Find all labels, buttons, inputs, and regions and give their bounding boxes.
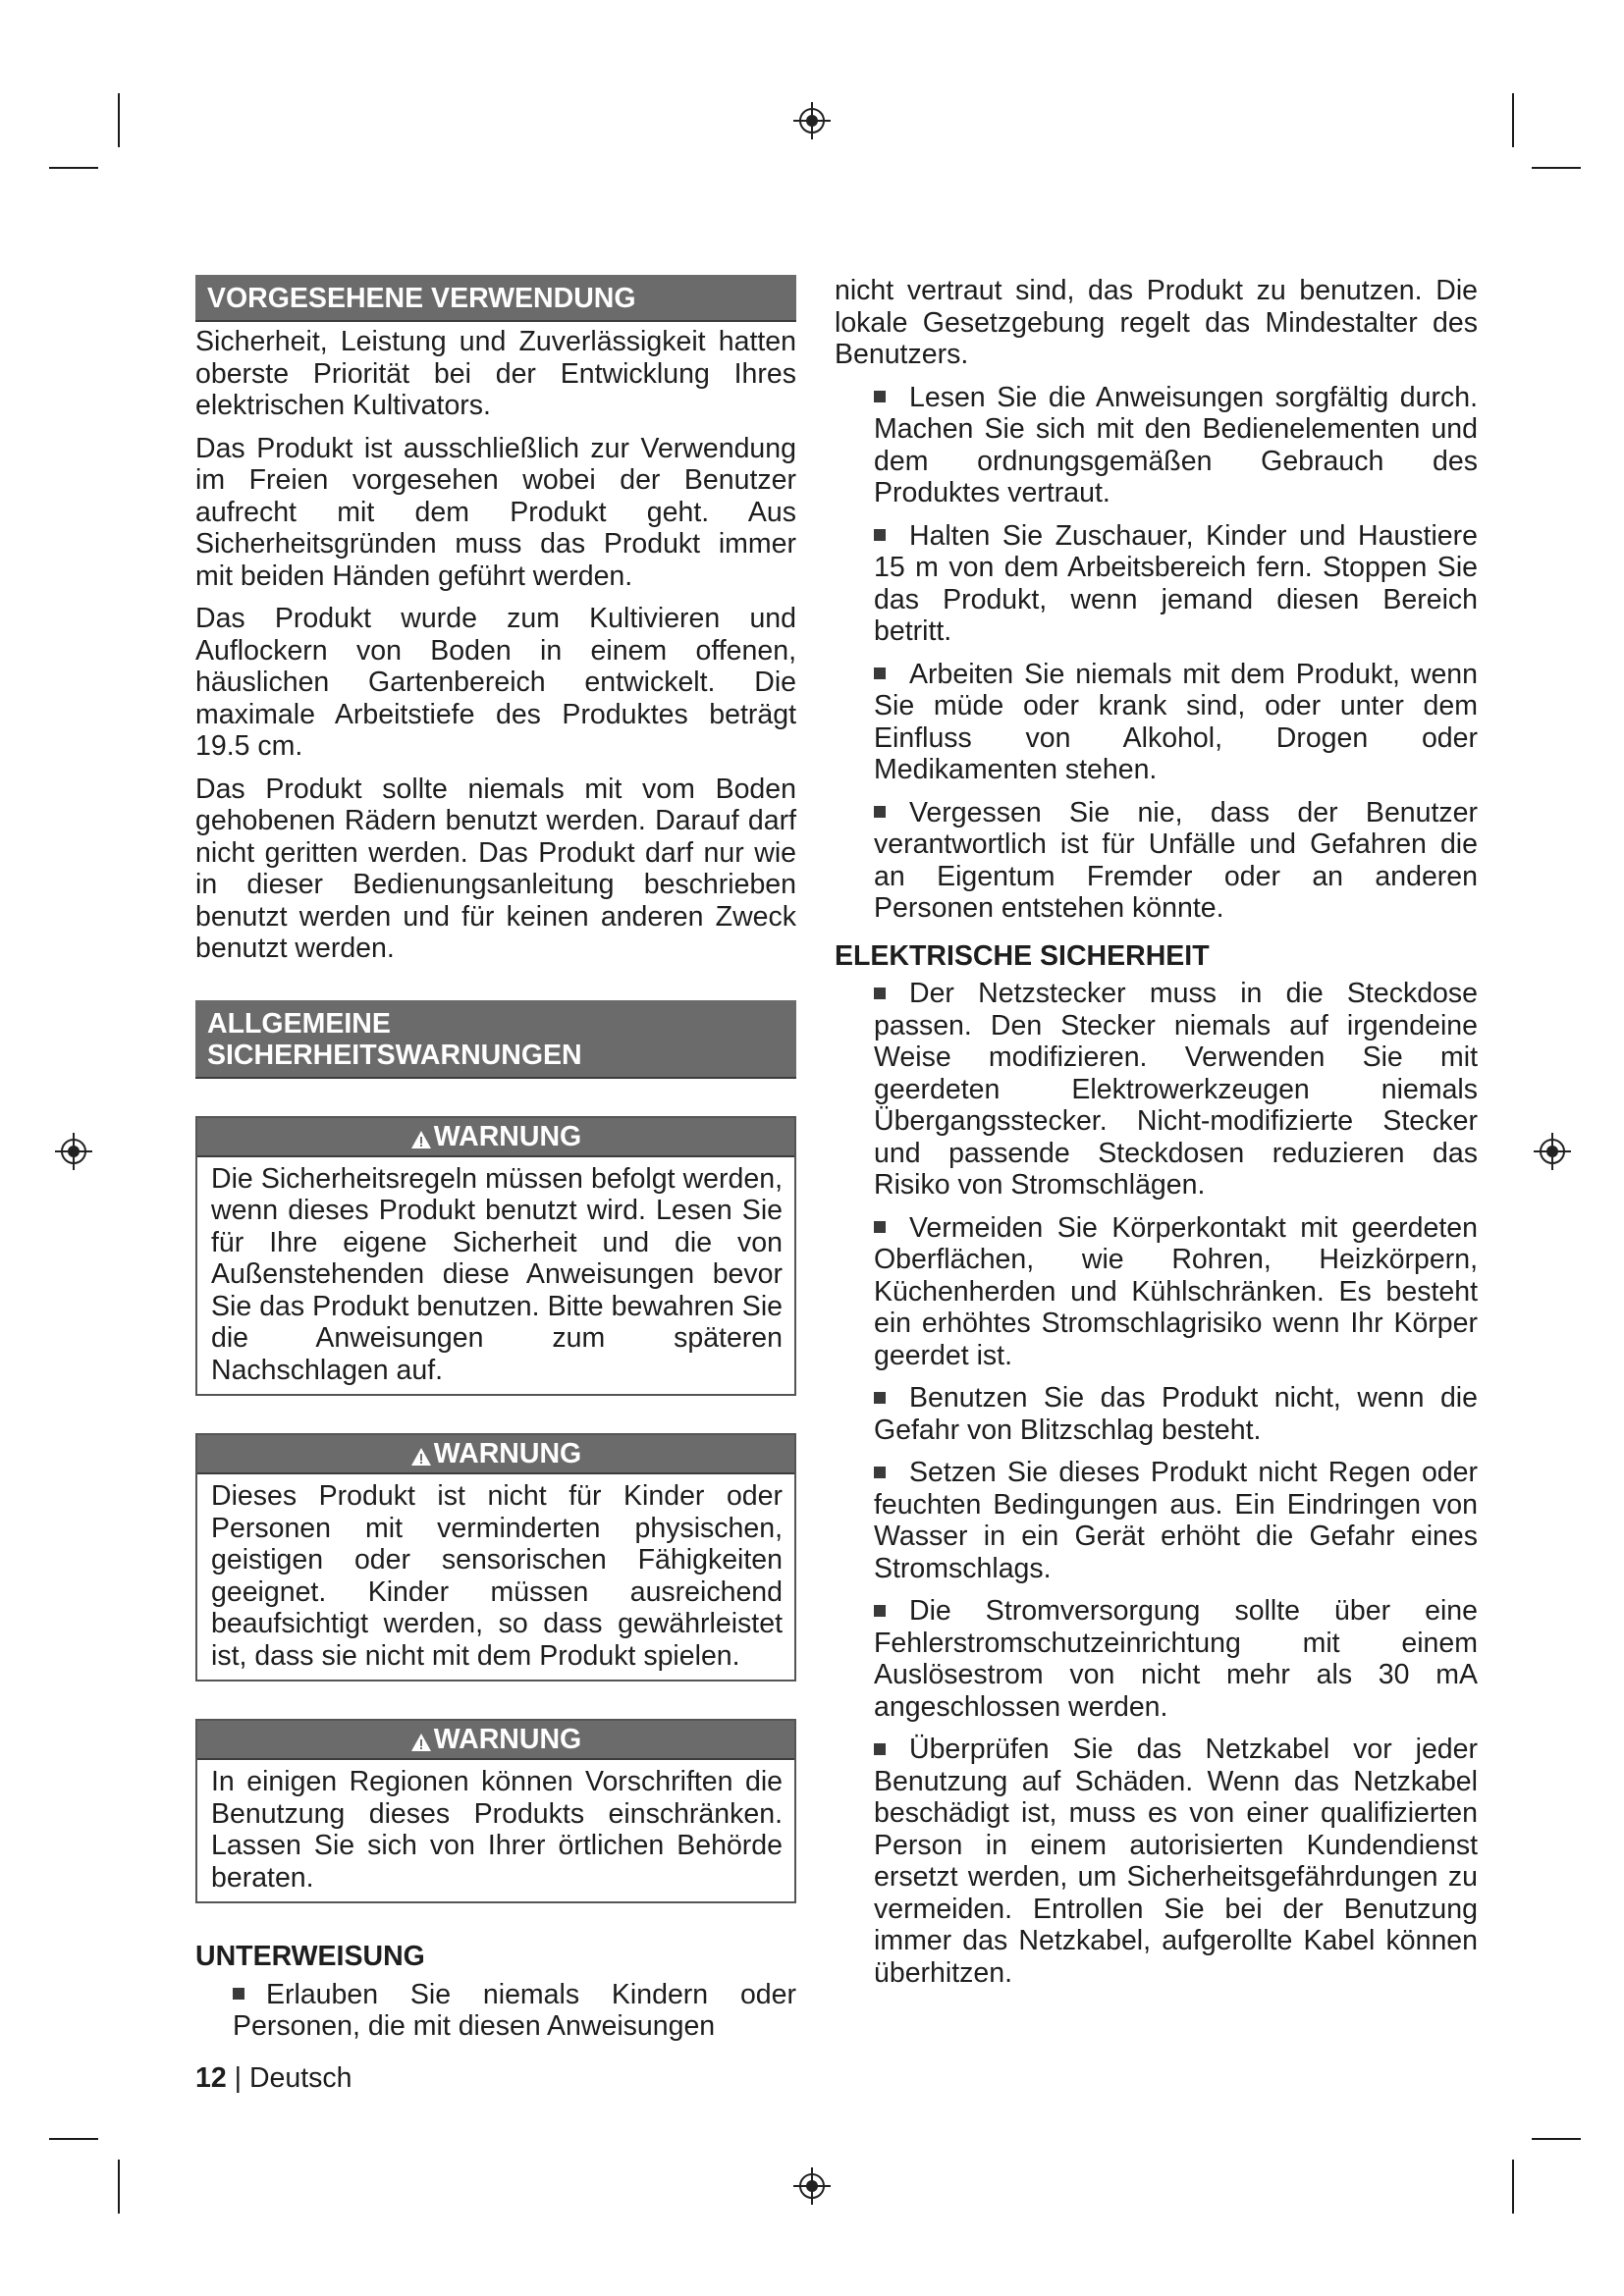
section-heading-instruction: UNTERWEISUNG: [195, 1941, 425, 1972]
bullet-square-icon: [874, 529, 886, 541]
bullet-item: [835, 978, 1478, 1201]
bullet-item: [835, 382, 1478, 509]
crop-mark: [49, 167, 98, 169]
crop-mark: [1532, 167, 1581, 169]
registration-mark-icon: [793, 2167, 831, 2205]
bullet-item: [835, 1212, 1478, 1372]
paragraph: Sicherheit, Leistung und Zuverlässigkeit hatten oberste Priorität bei der Entwicklung Ihres elektrischen Kultivators.: [195, 326, 796, 421]
warning-box: [195, 1433, 796, 1682]
section-heading-intended-use: VORGESEHENE VERWENDUNG: [195, 275, 796, 322]
bullet-item: [835, 797, 1478, 925]
footer-language: Deutsch: [248, 2062, 352, 2094]
bullet-square-icon: [874, 988, 886, 999]
warning-heading: WARNUNG: [433, 1724, 582, 1755]
right-column: [835, 275, 1478, 2000]
crop-mark: [118, 93, 120, 147]
crop-mark: [1512, 93, 1514, 147]
bullet-item: [835, 1382, 1478, 1446]
bullet-text: Der Netzstecker muss in die Steckdose passen. Den Stecker niemals auf irgendeine Weise modifizieren. Verwenden Sie mit geerdeten Elektrowerkzeugen niemals Übergangsstecker. Nicht-modifizierte Stecker und passende Steckdosen reduzieren das Risiko von Stromschlägen.: [874, 978, 1478, 1201]
warning-header: [197, 1721, 794, 1760]
bullet-text: Halten Sie Zuschauer, Kinder und Haustiere 15 m von dem Arbeitsbereich fern. Stoppen Sie das Produkt, wenn jemand diesen Bereich betritt.: [874, 519, 1478, 647]
heading-line: SICHERHEITSWARNUNGEN: [207, 1039, 582, 1071]
warning-triangle-icon: [410, 1732, 432, 1753]
bullet-text: Lesen Sie die Anweisungen sorgfältig durch. Machen Sie sich mit den Bedienelementen und dem ordnungsgemäßen Gebrauch des Produktes vertraut.: [874, 381, 1478, 508]
electrical-bullets: [835, 978, 1478, 1989]
bullet-text: Die Stromversorgung sollte über eine Fehlerstromschutzeinrichtung mit einem Auslösestrom von nicht mehr als 30 mA angeschlossen werden.: [874, 1595, 1478, 1723]
paragraph: Das Produkt sollte niemals mit vom Boden gehobenen Rädern benutzt werden. Darauf darf nicht geritten werden. Das Produkt darf nur wie in dieser Bedienungsanleitung beschrieben benutzt werden und für keinen anderen Zweck benutzt werden.: [195, 773, 796, 964]
bullet-text: Vergessen Sie nie, dass der Benutzer verantwortlich ist für Unfälle und Gefahren die an Eigentum Fremder oder an anderen Personen entstehen könnte.: [874, 796, 1478, 924]
bullet-square-icon: [874, 1392, 886, 1404]
instruction-bullets: [835, 382, 1478, 925]
registration-mark-icon: [55, 1133, 92, 1170]
warning-header: [197, 1435, 794, 1474]
paragraph: nicht vertraut sind, das Produkt zu benutzen. Die lokale Gesetzgebung regelt das Mindestalter des Benutzers.: [835, 275, 1478, 370]
bullet-square-icon: [874, 1221, 886, 1233]
section-heading-electrical-safety: ELEKTRISCHE SICHERHEIT: [835, 939, 1210, 972]
warning-box: [195, 1116, 796, 1397]
warning-text: Dieses Produkt ist nicht für Kinder oder Personen mit verminderten physischen, geistigen oder sensorischen Fähigkeiten geeignet. Kinder müssen ausreichend beaufsichtigt werden, so dass gewährleistet ist, dass sie nicht mit dem Produkt spielen.: [211, 1480, 783, 1672]
bullet-item: [835, 659, 1478, 786]
registration-mark-icon: [1534, 1133, 1571, 1170]
bullet-item: [835, 1457, 1478, 1584]
warning-heading: WARNUNG: [433, 1438, 582, 1469]
bullet-text: Setzen Sie dieses Produkt nicht Regen oder feuchten Bedingungen aus. Ein Eindringen von Wasser in ein Gerät erhöht die Gefahr eines Stromschlags.: [874, 1457, 1478, 1584]
bullet-text: Benutzen Sie das Produkt nicht, wenn die Gefahr von Blitzschlag besteht.: [874, 1382, 1478, 1446]
warning-heading: WARNUNG: [433, 1120, 582, 1152]
section-heading-general-warnings: [195, 1000, 796, 1079]
bullet-square-icon: [874, 1743, 886, 1755]
bullet-square-icon: [233, 1988, 244, 2000]
bullet-text: Arbeiten Sie niemals mit dem Produkt, wenn Sie müde oder krank sind, oder unter dem Einfluss von Alkohol, Drogen oder Medikamenten stehen.: [874, 658, 1478, 785]
bullet-square-icon: [874, 1467, 886, 1478]
bullet-square-icon: [874, 667, 886, 679]
page-number: 12: [195, 2062, 227, 2094]
crop-mark: [1512, 2160, 1514, 2214]
warning-header: [197, 1118, 794, 1157]
page-footer: [195, 2061, 352, 2095]
heading-line: ALLGEMEINE: [207, 1007, 391, 1040]
bullet-item: [195, 1979, 796, 2043]
registration-mark-icon: [793, 102, 831, 139]
bullet-item: [835, 520, 1478, 648]
warning-triangle-icon: [410, 1446, 432, 1468]
warning-text: Die Sicherheitsregeln müssen befolgt werden, wenn dieses Produkt benutzt wird. Lesen Sie für Ihre eigene Sicherheit und die von Außenstehenden diese Anweisungen bevor Sie das Produkt benutzen. Bitte bewahren Sie die Anweisungen zum späteren Nachschlagen auf.: [211, 1162, 783, 1386]
bullet-square-icon: [874, 1605, 886, 1617]
bullet-text: Überprüfen Sie das Netzkabel vor jeder Benutzung auf Schäden. Wenn das Netzkabel beschädigt ist, muss es von einer qualifizierten Person in einem autorisierten Kundendienst ersetzt werden, um Sicherheitsgefährdungen zu vermeiden. Entrollen Sie bei der Benutzung immer das Netzkabel, aufgerollte Kabel können überhitzen.: [874, 1734, 1478, 1989]
warning-box: [195, 1719, 796, 1903]
footer-separator: |: [234, 2062, 243, 2094]
warning-text: In einigen Regionen können Vorschriften die Benutzung dieses Produkts einschränken. Lassen Sie sich von Ihrer örtlichen Behörde beraten.: [211, 1766, 783, 1894]
crop-mark: [1532, 2138, 1581, 2140]
bullet-square-icon: [874, 806, 886, 818]
bullet-text: Erlauben Sie niemals Kindern oder Personen, die mit diesen Anweisungen: [233, 1978, 796, 2042]
warning-triangle-icon: [410, 1129, 432, 1150]
bullet-item: [835, 1595, 1478, 1723]
left-column: [195, 275, 796, 2054]
bullet-square-icon: [874, 391, 886, 402]
bullet-text: Vermeiden Sie Körperkontakt mit geerdeten Oberflächen, wie Rohren, Heizkörpern, Küchenherden und Kühlschränken. Es besteht ein erhöhtes Stromschlagrisiko wenn Ihr Körper geerdet ist.: [874, 1211, 1478, 1371]
bullet-item: [835, 1734, 1478, 1989]
crop-mark: [49, 2138, 98, 2140]
paragraph: Das Produkt ist ausschließlich zur Verwendung im Freien vorgesehen wobei der Benutzer aufrecht mit dem Produkt geht. Aus Sicherheitsgründen muss das Produkt immer mit beiden Händen geführt werden.: [195, 432, 796, 592]
paragraph: Das Produkt wurde zum Kultivieren und Auflockern von Boden in einem offenen, häuslichen Gartenbereich entwickelt. Die maximale Arbeitstiefe des Produktes beträgt 19.5 cm.: [195, 603, 796, 762]
crop-mark: [118, 2160, 120, 2214]
